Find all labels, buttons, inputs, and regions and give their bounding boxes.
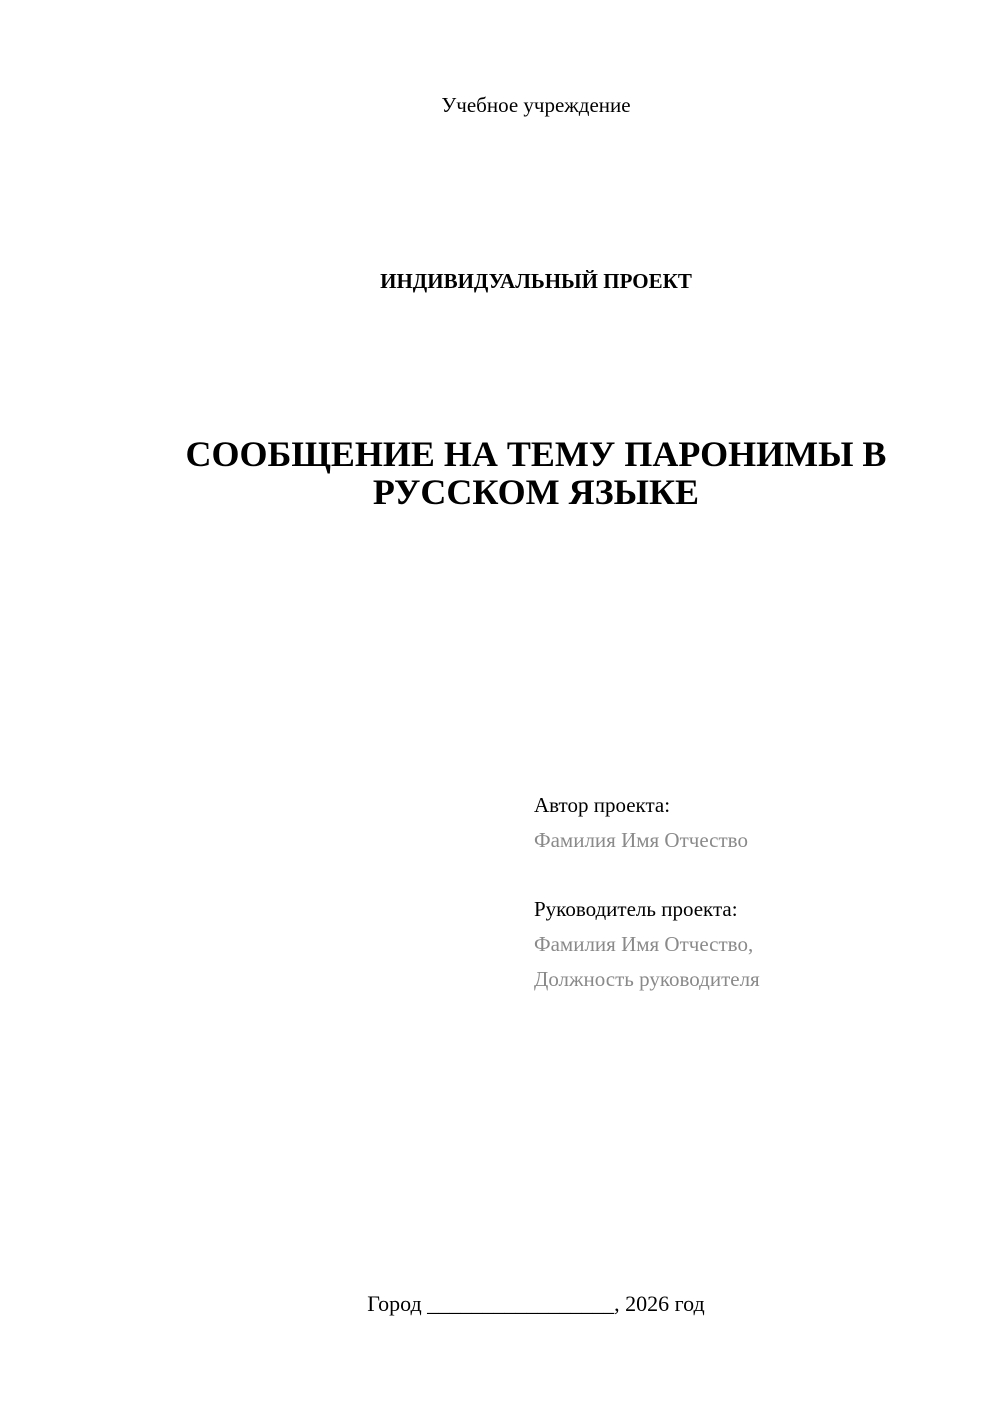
supervisor-name: Фамилия Имя Отчество,: [534, 932, 754, 956]
project-title: СООБЩЕНИЕ НА ТЕМУ ПАРОНИМЫ В РУССКОМ ЯЗЫКЕ: [185, 434, 887, 512]
project-type-heading: ИНДИВИДУАЛЬНЫЙ ПРОЕКТ: [380, 269, 692, 293]
author-name: Фамилия Имя Отчество: [534, 828, 748, 852]
institution-name: Учебное учреждение: [441, 93, 631, 117]
supervisor-position: Должность руководителя: [534, 967, 760, 991]
project-meta: [534, 788, 974, 997]
author-label: Автор проекта:: [534, 793, 671, 817]
supervisor-label: Руководитель проекта:: [534, 897, 738, 921]
city-year-footer: Город _________________, 2026 год: [367, 1291, 705, 1316]
meta-spacer: [534, 858, 974, 892]
